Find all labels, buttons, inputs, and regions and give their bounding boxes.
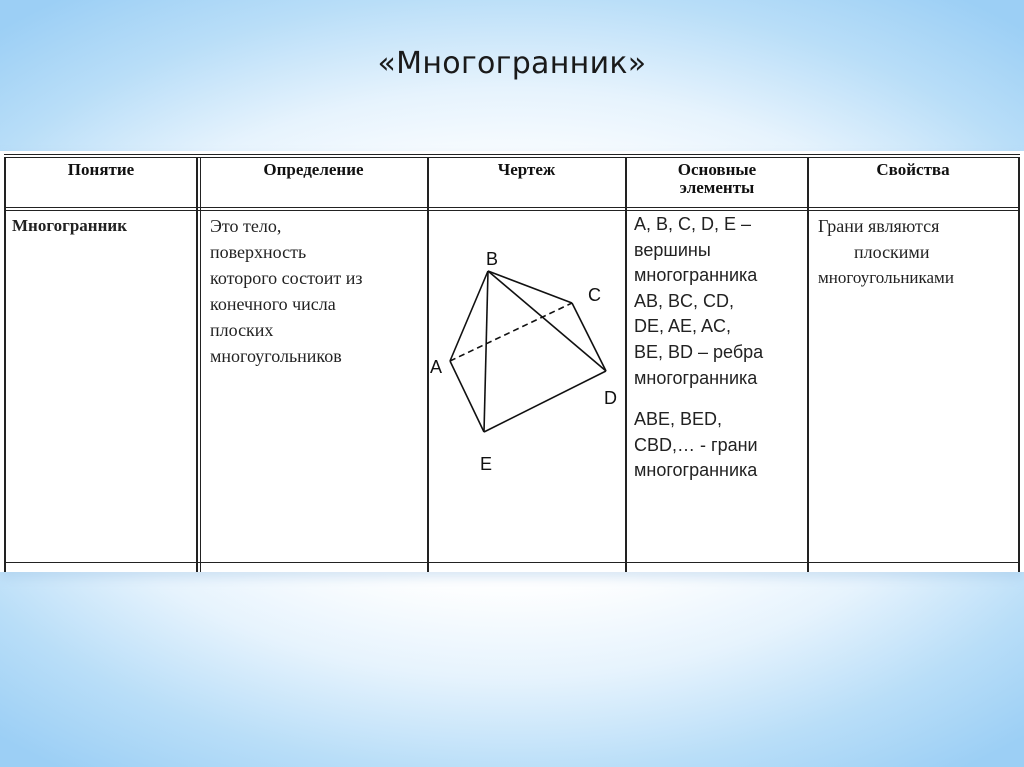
- cell-properties: [818, 213, 954, 291]
- elements-spacer: [634, 391, 763, 407]
- edge-cd: [572, 303, 606, 371]
- header-definition-label: Определение: [263, 160, 364, 179]
- table-divider-3: [625, 157, 627, 572]
- header-elements: [628, 161, 806, 197]
- elements-edges-line: многогранника: [634, 367, 758, 388]
- edge-be: [484, 271, 488, 432]
- elements-edges-line: DE, AE, AC,: [634, 316, 732, 337]
- vertex-label-e: E: [480, 454, 493, 474]
- pyramid-diagram-icon: [424, 241, 624, 481]
- header-properties: [810, 161, 1016, 179]
- concept-text: Многогранник: [12, 216, 127, 235]
- row-bottom-border: [4, 562, 1020, 563]
- header-elements-line-2: элементы: [679, 178, 755, 197]
- elements-faces-line: ABE, BED,: [634, 409, 723, 430]
- header-concept: [8, 161, 194, 179]
- header-elements-line-1: Основные: [677, 160, 757, 179]
- table-border-right: [1018, 157, 1020, 572]
- definition-line: плоских: [210, 320, 274, 340]
- definition-line: многоугольников: [210, 346, 342, 366]
- vertex-label-d: D: [604, 388, 617, 408]
- vertex-label-c: C: [588, 285, 601, 305]
- header-bottom-border: [4, 207, 1020, 208]
- properties-line: Грани являются: [818, 216, 940, 236]
- header-properties-label: Свойства: [876, 160, 950, 179]
- definition-line: конечного числа: [210, 294, 336, 314]
- edge-ab: [450, 271, 488, 361]
- header-drawing: [429, 161, 624, 179]
- header-definition: [202, 161, 425, 179]
- table-divider-4: [807, 157, 809, 572]
- table-divider-1: [196, 157, 198, 572]
- properties-line: плоскими: [854, 242, 930, 262]
- header-drawing-label: Чертеж: [497, 160, 556, 179]
- definition-line: Это тело,: [210, 216, 282, 236]
- edge-ae: [450, 361, 484, 432]
- elements-vertices-line: многогранника: [634, 265, 758, 286]
- table-top-border-inner: [4, 157, 1020, 158]
- properties-line: многоугольниками: [818, 268, 954, 287]
- vertex-label-a: A: [430, 357, 443, 377]
- table-divider-1b: [200, 157, 201, 572]
- edge-de: [484, 371, 606, 432]
- cell-elements: [634, 212, 763, 484]
- definition-line: которого состоит из: [210, 268, 363, 288]
- vertex-label-b: B: [486, 249, 499, 269]
- elements-edges-line: AB, BC, CD,: [634, 290, 735, 311]
- header-bottom-border-inner: [4, 210, 1020, 211]
- cell-concept: [12, 213, 127, 239]
- elements-edges-line: BE, BD – ребра: [634, 341, 764, 362]
- table-top-border: [4, 154, 1020, 155]
- header-concept-label: Понятие: [67, 160, 135, 179]
- edge-bc: [488, 271, 572, 303]
- table-border-left: [4, 157, 6, 572]
- elements-vertices-line: A, B, C, D, E –: [634, 214, 752, 234]
- elements-faces-line: CBD,… - грани: [634, 434, 758, 455]
- definition-line: поверхность: [210, 242, 307, 262]
- elements-faces-line: многогранника: [634, 460, 758, 481]
- edge-ac-hidden: [450, 303, 572, 361]
- slide-title: «Многогранник»: [377, 46, 647, 81]
- cell-definition: [210, 213, 362, 369]
- polyhedron-table: [0, 151, 1024, 572]
- elements-vertices-line: вершины: [634, 239, 711, 260]
